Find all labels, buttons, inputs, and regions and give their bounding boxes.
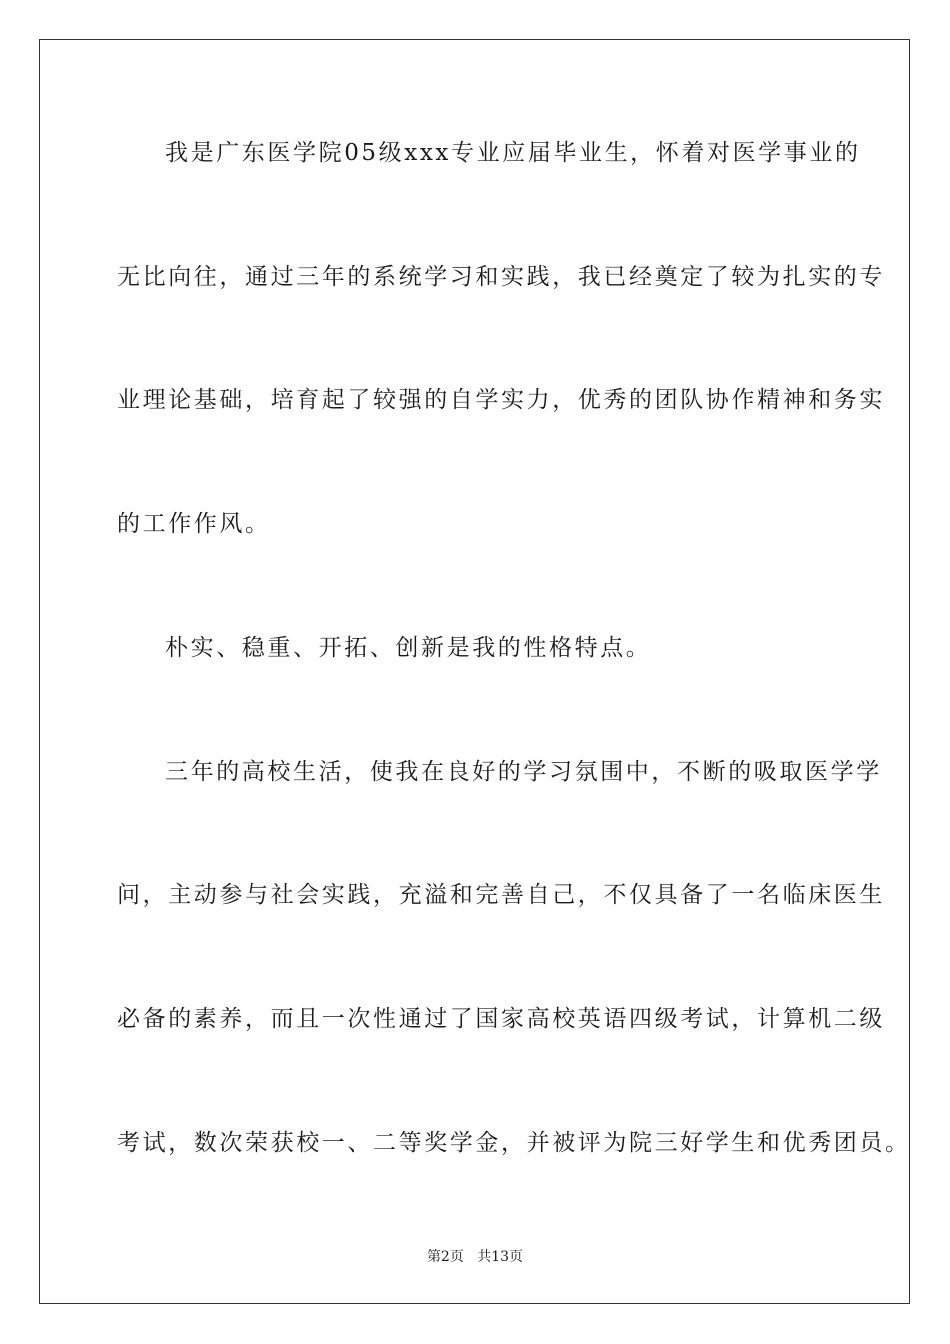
- paragraph-1-line-2: 无比向往，通过三年的系统学习和实践，我已经奠定了较为扎实的专: [117, 264, 885, 290]
- paragraph-3-line-1: 三年的高校生活，使我在良好的学习氛围中，不断的吸取医学学: [165, 759, 882, 785]
- paragraph-1-line-3: 业理论基础，培育起了较强的自学实力，优秀的团队协作精神和务实: [117, 387, 885, 413]
- paragraph-3-line-4: 考试，数次荣获校一、二等奖学金，并被评为院三好学生和优秀团员。: [117, 1130, 911, 1156]
- paragraph-3-line-3: 必备的素养，而且一次性通过了国家高校英语四级考试，计算机二级: [117, 1006, 885, 1032]
- paragraph-3-line-2: 问，主动参与社会实践，充溢和完善自己，不仅具备了一名临床医生: [117, 882, 885, 908]
- paragraph-1-line-4: 的工作作风。: [117, 511, 271, 537]
- page-total: 共13页: [477, 1249, 524, 1265]
- page-footer: [0, 1246, 950, 1266]
- page-border: [39, 39, 910, 1304]
- page-number: 第2页: [426, 1249, 464, 1265]
- paragraph-1-line-1: 我是广东医学院05级xxx专业应届毕业生，怀着对医学事业的: [165, 140, 861, 166]
- paragraph-2-line-1: 朴实、稳重、开拓、创新是我的性格特点。: [165, 635, 652, 661]
